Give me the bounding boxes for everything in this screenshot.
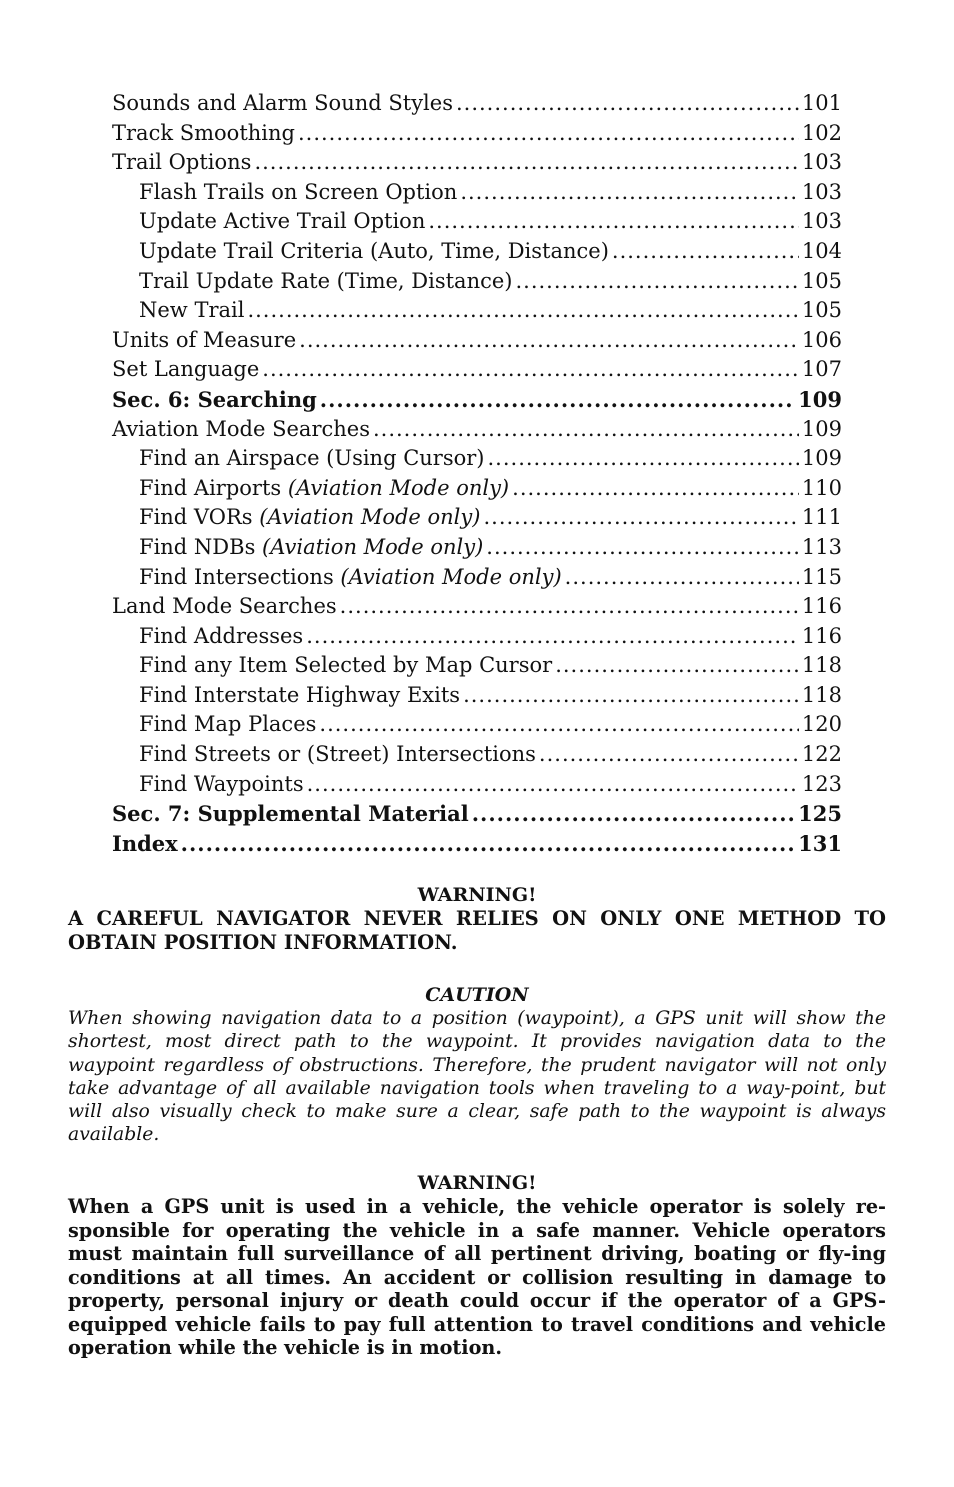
toc-entry-label (139, 267, 512, 297)
toc-entry-qualifier: (Aviation Mode only) (262, 534, 484, 559)
toc-entry-title: Find Interstate Highway Exits (139, 682, 461, 707)
toc-entry-title: Update Trail Criteria (Auto, Time, Distance) (139, 238, 609, 263)
toc-dot-leader (488, 444, 799, 474)
toc-entry-title: Find NDBs (139, 534, 256, 559)
toc-entry-label (139, 563, 562, 593)
toc-entry-title: Aviation Mode Searches (112, 416, 370, 441)
toc-page-number: 120 (801, 712, 842, 737)
toc-entry-qualifier: (Aviation Mode only) (340, 564, 562, 589)
toc-entry-label (139, 444, 485, 474)
toc-dot-leader (472, 799, 795, 829)
toc-entry (112, 710, 842, 740)
toc-entry (112, 326, 842, 356)
toc-entry-label (112, 799, 469, 829)
toc-section-entry (112, 799, 842, 829)
toc-entry-label (112, 415, 370, 445)
toc-dot-leader (555, 651, 799, 681)
toc-page-number: 118 (801, 653, 842, 678)
toc-page-number: 102 (801, 120, 842, 145)
toc-page-number: 131 (798, 830, 842, 856)
toc-dot-leader (181, 829, 796, 859)
toc-entry-title: Find Intersections (139, 564, 334, 589)
caution-heading: CAUTION (425, 984, 529, 1006)
toc-page-number: 101 (801, 91, 842, 115)
toc-page-number: 109 (798, 386, 842, 412)
toc-page-number: 111 (801, 505, 842, 530)
toc-entry-title: Track Smoothing (112, 120, 295, 145)
toc-page-number: 103 (801, 179, 842, 204)
warning-notice-vehicle (68, 1171, 886, 1360)
toc-page-number: 105 (801, 298, 842, 323)
toc-entry (112, 178, 842, 208)
toc-entry-label (139, 681, 460, 711)
toc-entry-title: Find Streets or (Street) Intersections (139, 742, 536, 767)
toc-entry-label (139, 533, 483, 563)
warning-body: When a GPS unit is used in a vehicle, the vehicle operator is solely re-sponsible for operating the vehicle in a safe manner. Vehicle operators must maintain full surveillance of all pertinent driving, boating or fly-ing conditions at all times. An accident or collision resulting in damage to property, personal injury or death could occur if the operator of a GPS-equipped vehicle fails to pay full attention to travel conditions and vehicle operation while the vehicle is in motion. (68, 1195, 886, 1359)
toc-entry-label (139, 178, 457, 208)
toc-dot-leader (486, 533, 799, 563)
toc-dot-leader (307, 770, 799, 800)
toc-entry (112, 119, 842, 149)
toc-dot-leader (319, 710, 799, 740)
toc-page-number: 103 (801, 209, 842, 234)
toc-dot-leader (612, 237, 799, 267)
toc-entry (112, 563, 842, 593)
toc-entry-title: Find any Item Selected by Map Cursor (139, 653, 553, 678)
toc-entry-label (139, 207, 425, 237)
toc-page-number: 115 (801, 564, 842, 589)
toc-entry-label (112, 326, 296, 356)
toc-entry-qualifier: (Aviation Mode only) (287, 475, 510, 500)
toc-entry-title: New Trail (139, 298, 245, 323)
toc-entry-title: Trail Options (112, 150, 252, 175)
toc-entry-title: Find Addresses (139, 623, 304, 648)
toc-entry (112, 415, 842, 445)
toc-entry-title: Sec. 6: Searching (112, 386, 317, 412)
toc-page-number: 123 (801, 771, 842, 796)
toc-page-number: 110 (801, 475, 842, 500)
toc-entry (112, 89, 842, 119)
toc-entry-title: Set Language (112, 357, 260, 382)
toc-page-number: 109 (801, 416, 842, 441)
toc-entry-label (139, 474, 509, 504)
toc-page-number: 104 (801, 238, 842, 263)
toc-entry-title: Units of Measure (112, 327, 297, 352)
toc-entry (112, 296, 842, 326)
toc-page-number: 107 (801, 357, 842, 382)
caution-body: When showing navigation data to a position (waypoint), a GPS unit will show the shortest, most direct path to the waypoint. It provides navigation data to the waypoint regardless of obstructions. Therefore, the prudent navigator will not only take advantage of all available navigation tools when traveling to a way-point, but will also visually check to make sure a clear, safe path to the waypoint is always available. (68, 1008, 886, 1146)
toc-entry (112, 207, 842, 237)
table-of-contents (112, 89, 842, 858)
toc-entry (112, 533, 842, 563)
toc-entry-label (139, 770, 304, 800)
toc-entry-label (139, 622, 303, 652)
toc-page-number: 116 (801, 594, 842, 619)
toc-entry-label (112, 592, 337, 622)
warning-body: A CAREFUL NAVIGATOR NEVER RELIES ON ONLY ONE METHOD TO OBTAIN POSITION INFORMATION. (68, 907, 886, 954)
toc-page-number: 109 (801, 446, 842, 471)
toc-dot-leader (340, 592, 799, 622)
toc-entry (112, 503, 842, 533)
toc-dot-leader (298, 119, 799, 149)
toc-entry (112, 267, 842, 297)
toc-page-number: 113 (801, 534, 842, 559)
toc-entry-title: Find Waypoints (139, 771, 304, 796)
toc-entry-label (112, 385, 317, 415)
toc-dot-leader (320, 385, 795, 415)
toc-entry-label (139, 237, 609, 267)
toc-entry (112, 237, 842, 267)
toc-entry (112, 592, 842, 622)
toc-dot-leader (512, 474, 799, 504)
toc-dot-leader (306, 622, 799, 652)
toc-dot-leader (463, 681, 799, 711)
toc-entry (112, 355, 842, 385)
toc-entry-label (112, 89, 453, 119)
warning-heading: WARNING! (417, 884, 537, 906)
toc-page-number: 125 (798, 801, 842, 827)
toc-entry-label (139, 710, 316, 740)
toc-entry-label (112, 119, 295, 149)
toc-entry-title: Sounds and Alarm Sound Styles (112, 91, 453, 115)
warning-heading: WARNING! (417, 1172, 537, 1194)
toc-entry (112, 148, 842, 178)
toc-entry-title: Sec. 7: Supplemental Material (112, 801, 469, 827)
toc-entry (112, 622, 842, 652)
toc-dot-leader (539, 740, 799, 770)
toc-entry (112, 651, 842, 681)
caution-notice (68, 983, 886, 1147)
toc-dot-leader (247, 296, 798, 326)
toc-dot-leader (428, 207, 799, 237)
toc-dot-leader (262, 355, 799, 385)
toc-section-entry (112, 829, 842, 859)
toc-entry-title: Index (112, 830, 178, 856)
toc-entry (112, 770, 842, 800)
toc-dot-leader (456, 89, 799, 119)
toc-entry-label (112, 148, 251, 178)
toc-page-number: 106 (801, 327, 842, 352)
toc-entry (112, 681, 842, 711)
toc-dot-leader (254, 148, 798, 178)
toc-dot-leader (299, 326, 799, 356)
toc-entry-label (139, 296, 244, 326)
toc-entry-qualifier: (Aviation Mode only) (259, 505, 481, 530)
toc-section-entry (112, 385, 842, 415)
warning-notice-position (68, 883, 886, 954)
toc-dot-leader (373, 415, 799, 445)
toc-entry-title: Land Mode Searches (112, 594, 337, 619)
toc-entry-title: Find VORs (139, 505, 253, 530)
toc-entry-label (112, 355, 259, 385)
toc-dot-leader (483, 503, 798, 533)
toc-entry-title: Flash Trails on Screen Option (139, 179, 458, 204)
toc-dot-leader (460, 178, 799, 208)
toc-dot-leader (565, 563, 799, 593)
toc-page-number: 118 (801, 682, 842, 707)
toc-entry (112, 740, 842, 770)
toc-entry-title: Find Airports (139, 475, 282, 500)
toc-entry (112, 444, 842, 474)
toc-entry (112, 474, 842, 504)
toc-entry-title: Find an Airspace (Using Cursor) (139, 446, 485, 471)
toc-entry-label (139, 503, 480, 533)
toc-entry-title: Find Map Places (139, 712, 317, 737)
toc-entry-label (112, 829, 178, 859)
toc-entry-title: Trail Update Rate (Time, Distance) (139, 268, 513, 293)
toc-entry-label (139, 740, 536, 770)
toc-entry-label (139, 651, 552, 681)
toc-page-number: 105 (801, 268, 842, 293)
toc-entry-title: Update Active Trail Option (139, 209, 426, 234)
toc-page-number: 103 (801, 150, 842, 175)
toc-page-number: 116 (801, 623, 842, 648)
toc-page-number: 122 (801, 742, 842, 767)
toc-dot-leader (515, 267, 798, 297)
